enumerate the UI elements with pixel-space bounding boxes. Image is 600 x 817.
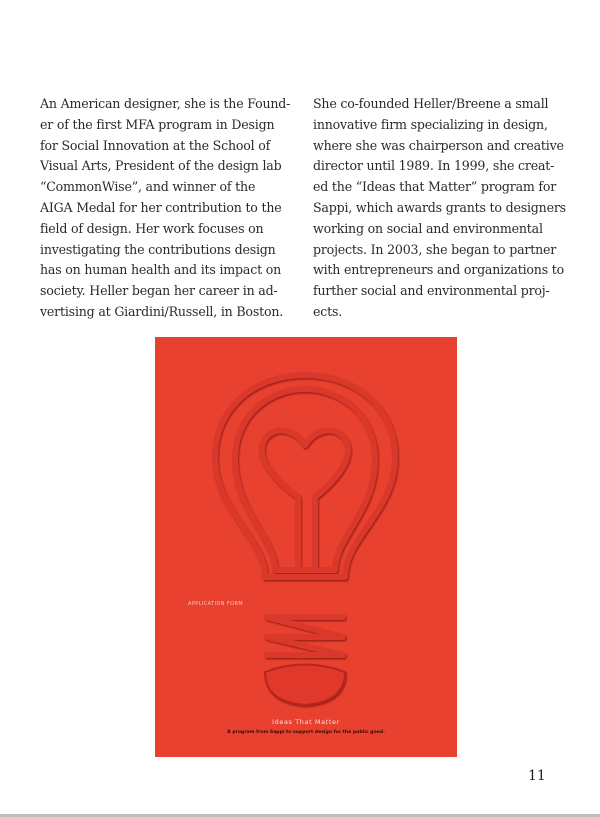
text-line: for Social Innovation at the School of [40,137,271,153]
text-line: has on human health and its impact on [40,262,282,278]
page-number: 11 [528,768,546,784]
ideas-that-matter-poster [155,337,457,757]
text-line: working on social and environmental [313,220,543,236]
text-line: Sappi, which awards grants to designers [313,199,566,215]
text-line: projects. In 2003, she began to partner [313,241,557,257]
text-line: society. Heller began her career in ad- [40,283,278,299]
poster-title: Ideas That Matter [272,718,340,726]
text-line: director until 1989. In 1999, she creat- [313,158,555,174]
text-line: er of the first MFA program in Design [40,116,275,132]
left-text-column [40,94,290,323]
application-form-label: APPLICATION FORM [188,601,244,607]
text-line: “CommonWise”, and winner of the [40,179,256,195]
text-line: ed the “Ideas that Matter” program for [313,179,557,195]
text-line: where she was chairperson and creative [313,137,564,153]
text-line: ects. [313,303,343,319]
text-line: field of design. Her work focuses on [40,220,264,236]
text-line: investigating the contributions design [40,241,276,257]
text-line: innovative firm specializing in design, [313,116,548,132]
poster-subtitle: A program from Sappi to support design for the public good. [227,730,385,735]
text-line: She co-founded Heller/Breene a small [313,96,549,111]
text-line: further social and environmental proj- [313,283,550,299]
text-line: vertising at Giardini/Russell, in Boston. [40,303,284,319]
right-text-column [313,94,566,323]
text-line: An American designer, she is the Found- [40,96,291,111]
text-line: Visual Arts, President of the design lab [40,158,282,174]
lightbulb-heart-icon [155,337,457,757]
text-line: AIGA Medal for her contribution to the [40,199,282,215]
text-line: with entrepreneurs and organizations to [313,262,565,278]
